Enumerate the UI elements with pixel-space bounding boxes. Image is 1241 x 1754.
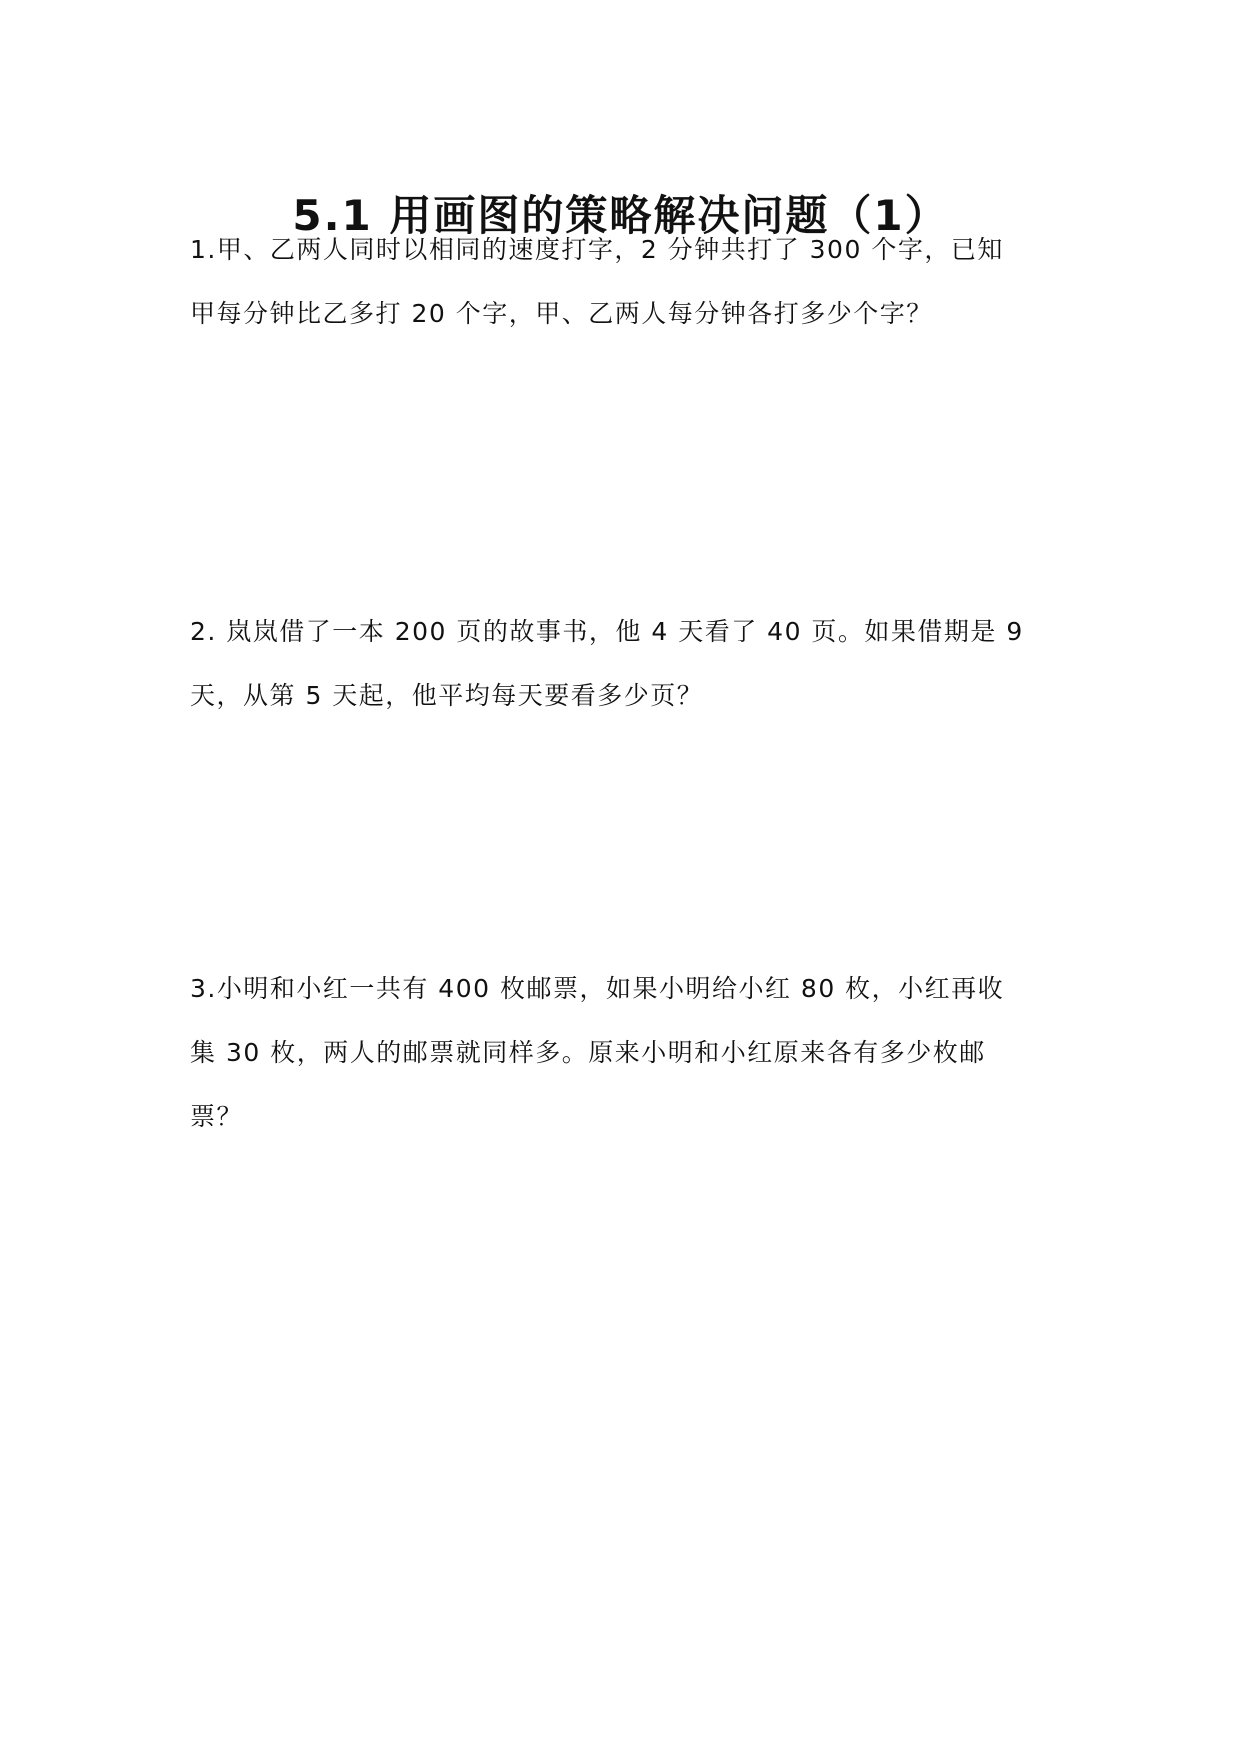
question-3-line-3: 票？ [190, 1102, 244, 1131]
page-title: 5.1 用画图的策略解决问题（1） [292, 191, 949, 241]
question-3 [190, 957, 1065, 1149]
question-1-line-2: 甲每分钟比乙多打 20 个字，甲、乙两人每分钟各打多少个字？ [190, 299, 933, 328]
question-1 [190, 218, 1065, 346]
question-2 [190, 600, 1065, 728]
question-1-line-1: 1.甲、乙两人同时以相同的速度打字，2 分钟共打了 300 个字，已知 [190, 235, 1004, 264]
question-3-line-1: 3.小明和小红一共有 400 枚邮票，如果小明给小红 80 枚，小红再收 [190, 974, 1005, 1003]
question-2-line-1: 2. 岚岚借了一本 200 页的故事书，他 4 天看了 40 页。如果借期是 9 [190, 617, 1024, 646]
question-3-line-2: 集 30 枚，两人的邮票就同样多。原来小明和小红原来各有多少枚邮 [190, 1038, 986, 1067]
question-2-line-2: 天，从第 5 天起，他平均每天要看多少页？ [190, 681, 704, 710]
